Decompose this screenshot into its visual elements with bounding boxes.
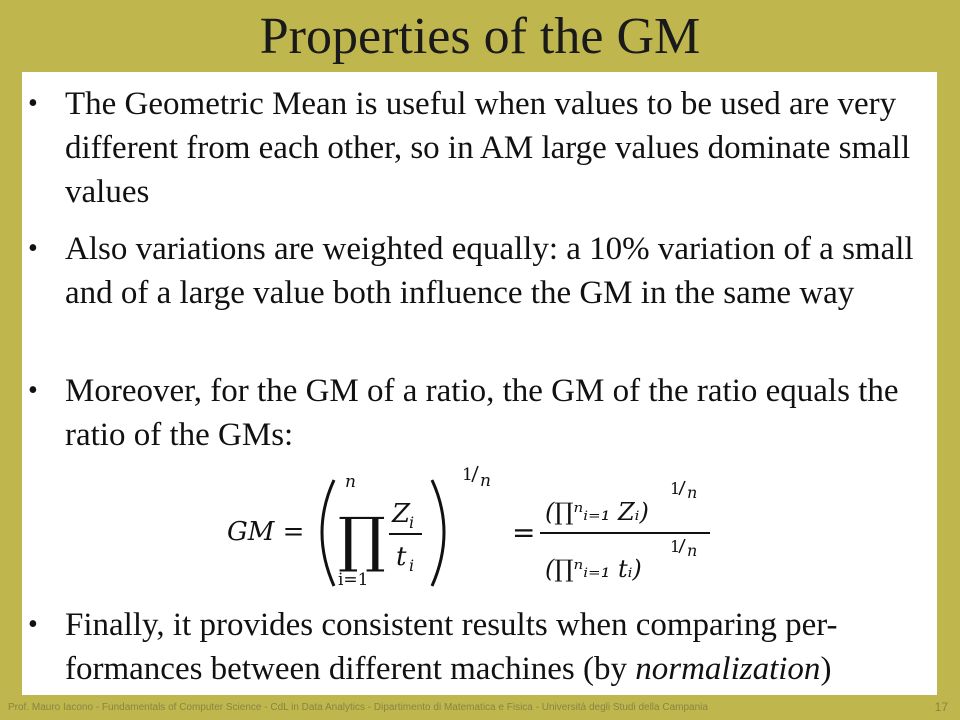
bullet-dot-icon: •: [28, 233, 38, 264]
bullet-text: Moreover, for the GM of a ratio, the GM of the ratio equals the ratio of the GMs:: [65, 373, 899, 453]
product-icon: ∏: [338, 505, 386, 575]
num-index: i: [409, 513, 415, 532]
bullet-dot-icon: •: [28, 609, 38, 640]
rhs-den-exp-num: 1: [670, 537, 681, 556]
exponent-num: 1: [462, 465, 473, 485]
rhs-den-exp-den: n: [687, 541, 698, 560]
den-index: i: [409, 556, 415, 575]
right-paren-icon: [432, 480, 444, 586]
num-var: Z: [392, 499, 411, 529]
bullet-dot-icon: •: [28, 88, 38, 119]
formula-lhs: GM =: [227, 517, 305, 547]
gm-formula: [222, 462, 722, 602]
bullet-text: Also variations are weighted equally: a 10% variation of a small and of a large value both influence the GM in the same way: [65, 231, 914, 311]
content-panel: [22, 72, 937, 695]
rhs-numerator: (∏ⁿᵢ₌₁ Zᵢ): [545, 498, 649, 526]
bullet-text-before: Finally, it provides consistent results when comparing per-formances between different machines (by: [65, 607, 838, 687]
rhs-num-exp-den: n: [687, 483, 698, 502]
rhs-num-exp-num: 1: [670, 479, 681, 498]
bullet-dot-icon: •: [28, 375, 38, 406]
page-number: 17: [934, 700, 948, 714]
slide-title: Properties of the GM: [259, 8, 701, 65]
exponent-slash: [472, 466, 478, 482]
left-paren-icon: [322, 480, 334, 586]
prod-lower: i=1: [338, 570, 369, 590]
formula-equals: =: [512, 516, 536, 549]
bullet-text: [65, 603, 927, 691]
rhs-denominator: (∏ⁿᵢ₌₁ tᵢ): [545, 555, 642, 583]
bullet-text-after: ): [820, 651, 832, 687]
bullet-text: The Geometric Mean is useful when values to be used are very different from each other, so in AM large values dominate small values: [65, 86, 911, 210]
bullet-text-italic: normalization: [635, 651, 821, 687]
slide-footer: Prof. Mauro Iacono - Fundamentals of Computer Science - CdL in Data Analytics - Dipartimento di Matematica e Fisica - Università degli Studi della Campania: [8, 702, 708, 713]
den-var: t: [396, 542, 407, 572]
prod-upper: n: [345, 472, 356, 492]
exponent-den: n: [480, 471, 491, 491]
